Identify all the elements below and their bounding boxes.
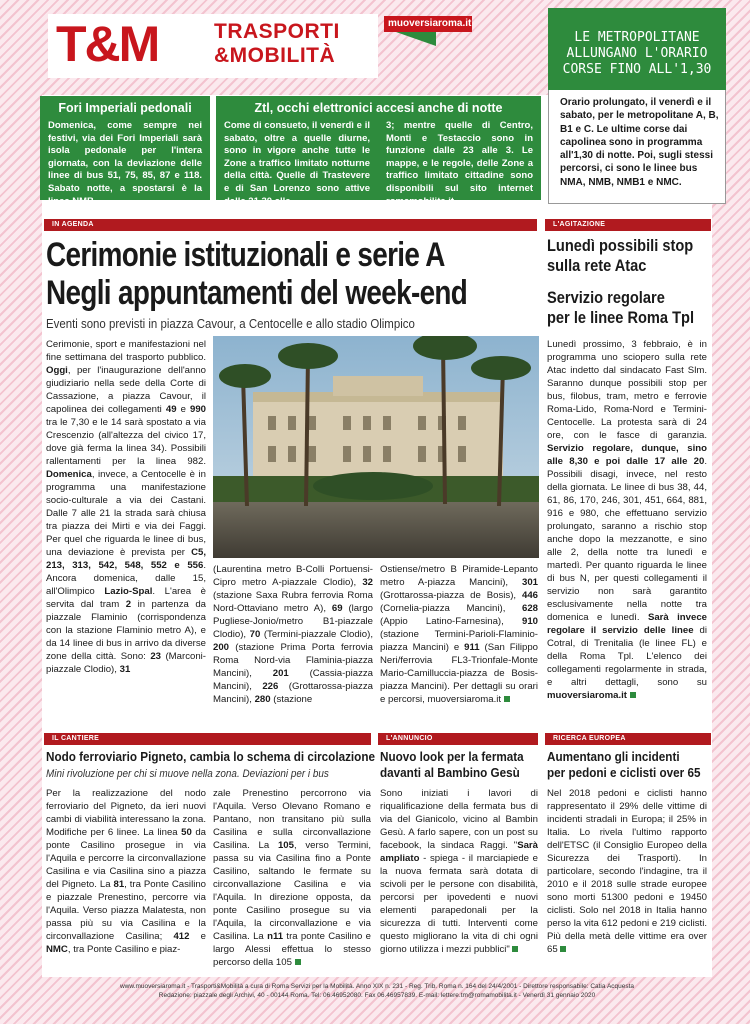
text: , verso Termini, passa su via Casilina fino a Ponte Casilino, saltando le fermate su circonvallazione Casilina e via l'Aquila. In direzione opposta, da ponte Casilino prosegue su via l'Aquila, la circonvallazione e via Casilina. La	[213, 840, 371, 942]
text: . Ancora domenica, dalle 15, all'Olimpico	[46, 560, 206, 597]
text: e	[200, 931, 207, 942]
brief-fori-imperiali	[40, 96, 210, 207]
text: , tra Ponte Casilino e piazzale Prenestino, percorre via l'Aquila. Verso piazza Malatesta, non passa più su via Casilina e la circonvallazione Casilina;	[46, 879, 207, 942]
text: in partenza da piazzale Flaminio (corrispondenza con la stazione Flaminio metro A), e da 14 linee di bus in arrivo da diverse zone della città. Sono:	[46, 599, 207, 662]
site-link[interactable]: muoversiaroma.it	[547, 690, 627, 701]
article-col1	[46, 338, 206, 676]
atac-title-line3: Servizio regolare	[547, 288, 665, 307]
incidenti-title-line2: per pedoni e ciclisti over 65	[547, 765, 701, 780]
text: zale Prenestino percorrono via l'Aquila. Verso Olevano Romano e Pantano, non transitano più sulla Casilina e sulla circonvallazione Casilina. La	[213, 788, 371, 851]
line-number: 49	[165, 404, 177, 415]
line-number: 201	[272, 668, 289, 679]
line-number: 31	[119, 664, 131, 675]
headline-line2: Negli appuntamenti del week-end	[46, 274, 468, 312]
text: (San Filippo Neri/ferrovia FL3-Trionfale-Monte Mario-Camilluccia-piazza de Bosis-piazza Mancini). Per dettagli su orari e percorsi, muoversiaroma.it	[380, 642, 539, 705]
footer-line1: www.muoversiaroma.it - Trasporti&Mobilità a cura di Roma Servizi per la Mobilità. Anno XIX n. 231 - Reg. Trib. Roma n. 164 del 24/4/2001 - Direttore responsabile: Catia Acquesta	[119, 983, 635, 990]
text-bold: Domenica	[46, 469, 92, 480]
text: Ostiense/metro B Piramide-Lepanto metro A-piazza Mancini),	[380, 564, 538, 588]
section-kicker: IL CANTIERE	[44, 733, 371, 745]
text: - spiega - il marciapiede e la nuova fermata sarà dotata di scivoli per le persone con disabilità, percorsi per ipovedenti e nuovi elementi parapedonali per la sicurezza di tutti. Interventi come questo migliorano la vita di chi ogni giorno utilizza i mezzi pubblici"	[380, 853, 538, 955]
line-number: 70	[249, 629, 261, 640]
gesu-body	[380, 787, 538, 956]
article-col3	[380, 563, 538, 706]
line-number: 226	[262, 681, 279, 692]
line-number: 32	[362, 577, 373, 588]
text: Cerimonie, sport e manifestazioni nel fine settimana del trasporto pubblico.	[46, 339, 206, 363]
metro-text: Orario prolungato, il venerdì e il sabato, per le metropolitane A, B, B1 e C. Le ultime corse dai capolinea sono in programma all'1,30 di notte. Poi, sugli stessi percorsi, ci sono le linee bus NMA, NMB, NMB1 e NMC.	[560, 97, 719, 188]
text: tra le 7,30 e le 14 sarà spostato a via Crescenzio (all'altezza del civico 17, dove già ferma la linea 34). Possibili rallentamenti per la linea 982.	[46, 417, 206, 467]
line-number: 301	[521, 577, 538, 588]
atac-body	[547, 338, 707, 702]
headline-line1: Cerimonie istituzionali e serie A	[46, 236, 445, 274]
text: Lunedì prossimo, 3 febbraio, è in programma uno sciopero sulla rete Atac indetto dal sindacato Fast Slm. Saranno dunque possibili stop per bus, filobus, tram, metro e ferrovie Roma-Lido, Roma-Nord e Termini-Centocelle. La protesta sarà di 24 ore, con le fasce di garanzia.	[547, 339, 707, 441]
line-number: NMC	[46, 944, 68, 955]
masthead-name	[214, 20, 340, 68]
brief-col: Come di consueto, il venerdì e il sabato, oltre a quelle diurne, sono in vigore anche tutte le Zone a traffico limitato notturne della città. Quelle di Trastevere e di San Lorenzo sono attive dalle 21,30 alle	[224, 120, 370, 207]
text: di Cotral, di Trenitalia (le linee FL) e della Roma Tpl. L'elenco dei collegamenti regolarmente in strada, e altri dettagli, sono su	[547, 625, 707, 688]
text: Per la realizzazione del nodo ferroviario del Pigneto, da ieri nuovi cambi di viabilità interessano la zona. Modifiche per 6 linee. La linea	[46, 788, 206, 838]
brief-ztl	[216, 96, 541, 207]
headline-subtitle: Eventi sono previsti in piazza Cavour, a Centocelle e allo stadio Olimpico	[46, 316, 415, 331]
line-number: 50	[181, 827, 192, 838]
atac-title-line2: sulla rete Atac	[547, 256, 647, 275]
gesu-title-line1: Nuovo look per la fermata	[380, 749, 524, 764]
text: Sono iniziati i lavori di riqualificazione della fermata bus di via del Gianicolo, vicino al Bambin Gesù. A farlo sapere, con un post su facebook, la sindaca Raggi. "	[380, 788, 538, 851]
masthead-name-line2: &MOBILITÀ	[214, 44, 336, 67]
text: . L'area è servita dal tram	[46, 586, 207, 610]
line-number: 200	[213, 642, 230, 653]
line-number: 628	[521, 603, 538, 614]
section-kicker: IN AGENDA	[44, 219, 537, 231]
pigneto-col2	[213, 787, 371, 969]
line-number: 81	[113, 879, 125, 890]
footer-line2: Redazione: piazzale degli Archivi, 40 - 00144 Roma. Tel: 06.46952080. Fax 06.46957839. E-mail: lettere.tm@romamobilita.it - Venerdì 31 gennaio 2020	[158, 992, 596, 999]
footer	[42, 982, 712, 1000]
line-number: n11	[267, 931, 284, 942]
line-number: 69	[331, 603, 343, 614]
text: (Marconi-piazzale Clodio),	[46, 651, 206, 675]
line-numbers: C5, 213, 313, 542, 548, 552 e 556	[46, 547, 206, 571]
text: , tra Ponte Casilino e piaz-	[67, 944, 181, 955]
text: (Cornelia-piazza Mancini),	[380, 603, 506, 614]
text: (stazione Saxa Rubra ferrovia Roma Nord-Ottaviano metro A),	[213, 590, 373, 614]
article-col2	[213, 563, 373, 706]
text: tra ponte Casilino e largo Alessi effettua lo stesso percorso della 105	[213, 931, 371, 968]
text: (Termini-piazzale Clodio),	[263, 629, 373, 640]
text-bold: Sarà ampliato	[380, 840, 538, 864]
incidenti-title-line1: Aumentano gli incidenti	[547, 749, 680, 764]
brief-text: Domenica, come sempre nei festivi, via dei Fori Imperiali sarà isola pedonale per l'intera giornata, con la deviazione delle linee di bus 51, 75, 85, 87 e 118. Sabato notte, a spostarsi è la linea NMB.	[48, 120, 202, 207]
text-bold: Sarà invece regolare il servizio delle linee	[547, 612, 708, 636]
brief-col: 3; mentre quelle di Centro, Monti e Testaccio sono in funzione dalle 23 alle 3. Le mappe, e le regole, delle Zone a traffico limitato cittadine sono disponibili sul sito internet romamobilita.it	[386, 120, 533, 207]
incidenti-body	[547, 787, 707, 956]
line-number: 23	[150, 651, 161, 662]
gesu-title-line2: davanti al Bambino Gesù	[380, 765, 520, 780]
atac-title-line4: per le linee Roma Tpl	[547, 308, 695, 327]
section-kicker: RICERCA EUROPEA	[545, 733, 711, 745]
metro-headline: LE METROPOLITANE ALLUNGANO L'ORARIO CORSE FINO ALL'1,30	[548, 8, 726, 90]
site-badge-tail	[396, 32, 436, 46]
line-number: 105	[277, 840, 294, 851]
text: , invece, a Centocelle è in programma una manifestazione socio-culturale a via dei Castani. Dalle 7 alle 21 la strada sarà chiusa tra piazza dei Mirti e via dei Faggi. Per quel che riguarda le linee di bus, una deviazione è prevista per	[46, 469, 206, 558]
text: (Grottarossa-piazza Mancini),	[213, 681, 373, 705]
text: , per l'inaugurazione dell'anno giudiziario nella sede della Corte di Cassazione, a piazza Cavour, il capolinea dei collegamenti	[46, 365, 206, 415]
pigneto-col1	[46, 787, 206, 956]
text: da ponte Casilino prosegue in via l'Aquila e percorre la circonvallazione Casilina e via Casilina sino a piazza del Pigneto. La	[46, 827, 207, 890]
text: Nel 2018 pedoni e ciclisti hanno rappresentato il 29% delle vittime di incidenti stradali in Europa; il 25% in Italia. Lo rivela l'ultimo rapporto dell'ETSC (il Consiglio Europeo della Sicurezza dei Trasporti). In particolare, secondo l'indagine, tra il 2010 e il 2018 sulle strade europee sono morti 51300 pedoni e 19450 ciclisti. Solo nel 2018 in Italia hanno perso la vita 612 pedoni e 219 ciclisti. Più della metà delle vittime era over 65	[547, 788, 707, 955]
brief-title: Fori Imperiali pedonali	[58, 101, 192, 115]
photo-palazzo-giustizia	[213, 336, 539, 558]
pigneto-subtitle: Mini rivoluzione per chi si muove nella zona. Deviazioni per i bus	[46, 768, 329, 780]
line-number: 911	[464, 642, 480, 653]
line-number: 446	[521, 590, 538, 601]
text: (stazione Prima Porta ferrovia Roma Nord-via Flaminia-piazza Mancini),	[213, 642, 373, 679]
text: . Possibili disagi, invece, nel resto della giornata. Le linee di bus 38, 44, 61, 86, 170, 246, 301, 451, 664, 881, 916 e 980, che effettuano servizio prolungato, saranno a rischio stop anche dopo la mezzanotte, e sino alle 2, della notte tra lunedì e martedì. Per quanto riguarda le linee di bus N, per questi collegamenti il servizio non sarà garantito esclusivamente nella notte tra domenica e lunedì.	[547, 456, 707, 623]
section-kicker: L'AGITAZIONE	[545, 219, 711, 231]
text: (stazione Termini-Parioli-Flaminio-piazza Mancini) e	[380, 629, 538, 653]
end-mark-icon	[504, 696, 510, 702]
text: e	[180, 404, 186, 415]
line-number: 2	[125, 599, 132, 610]
atac-title-line1: Lunedì possibili stop	[547, 236, 694, 255]
text-bold: Servizio regolare, dunque, sino alle 8,30 e poi dalle 17 alle 20	[547, 443, 707, 467]
brief-columns	[216, 116, 541, 208]
site-badge[interactable]: muoversiaroma.it	[384, 16, 472, 32]
text: (Grottarossa-piazza de Bosis),	[380, 590, 517, 601]
text-bold: Oggi	[46, 365, 68, 376]
pigneto-title: Nodo ferroviario Pigneto, cambia lo schema di circolazione	[46, 749, 375, 764]
line-number: 280	[254, 694, 271, 705]
brief-title: Ztl, occhi elettronici accesi anche di notte	[254, 101, 503, 115]
masthead-name-line1: TRASPORTI	[214, 20, 340, 43]
masthead-logo: T&M	[56, 16, 159, 72]
photo-illustration	[213, 336, 539, 558]
text: (Appio Latino-Farnesina),	[380, 616, 504, 627]
text: (Cassia-piazza Mancini),	[213, 668, 374, 692]
line-number: 412	[173, 931, 190, 942]
text-bold: Lazio-Spal	[104, 586, 153, 597]
end-mark-icon	[512, 946, 518, 952]
text: (Laurentina metro B-Colli Portuensi-Cipro metro A-piazzale Clodio),	[213, 564, 373, 588]
line-number: 990	[189, 404, 206, 415]
end-mark-icon	[295, 959, 301, 965]
section-kicker: L'ANNUNCIO	[378, 733, 538, 745]
line-number: 910	[521, 616, 538, 627]
end-mark-icon	[560, 946, 566, 952]
end-mark-icon	[630, 692, 636, 698]
text: (largo Pugliese-Jonio/metro B1-piazzale Clodio),	[213, 603, 373, 640]
text: (stazione	[273, 694, 313, 705]
